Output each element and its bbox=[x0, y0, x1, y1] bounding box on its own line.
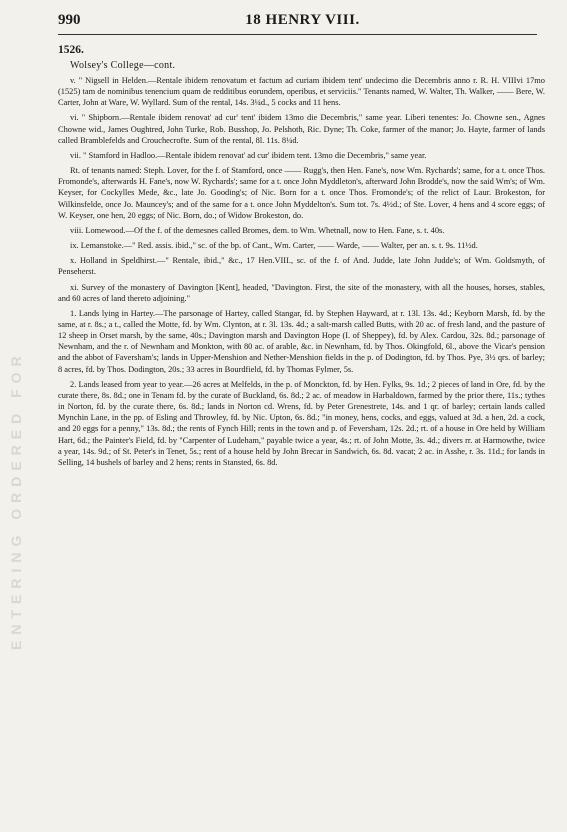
document-body bbox=[58, 75, 545, 472]
section-title: Wolsey's College—cont. bbox=[70, 60, 176, 71]
paragraph-v: v. " Nigsell in Helden.—Rentale ibidem renovatum et factum ad curiam ibidem tent' undecimo die Decembris anno r. R. H. VIIIvi 17mo (1525) tam de nominibus tenencium quam de redditibus eorundem, operibus, et serviciis." Tenants named, W. Walter, Th. Walker, —— Bere, W. Carter, John at Ware, W. Wyllard. Sum of the rental, 14s. 3¼d., 5 cocks and 11 hens. bbox=[58, 76, 545, 108]
paragraph-vi: vi. " Shipborn.—Rentale ibidem renovat' ad cur' tent' ibidem 13mo die Decembris," same year. Liberi tenentes: Jo. Chowne sen., Agnes Chowne wid., James Oughtred, John Turke, Rob. Busshop, Jo. Pelshoth, Ric. Dyne; Th. Coke, farmer of the manor; Jo. Hayte, farmer of lands called Bramblefelds and Crouchecrofte. Sum of the rental, 8l. 11s. 8¼d. bbox=[58, 113, 545, 145]
paragraph-vii-tenants: Rt. of tenants named: Steph. Lover, for the f. of Stamford, once —— Rugg's, then Hen. Fane's, now Wm. Rychards'; same, for a t. once Thos. Fromonde's, afterwards H. Fane's, now W. Rychards'; same for a t. once John Myddleton's, afterward John Brodde's, now the said Wm's; of Wm. Keyser, for Cockylles Mede, &c., late Jo. Gooding's; of Nic. Born for a t. once Thos. Fromonde's; of the relict of Laur. Brokeston, for Wilkinsfelde, once Jo. Mauncey's; and of the same for a t. once John Myddelton's. Sum tot. 7s. 4½d.; of Ste. Lover, 4 hens and 4 score eggs; of W. Keyser, one hen, 20 eggs; of Nic. Born, do.; of Widow Brokeston, do. bbox=[58, 166, 545, 220]
paragraph-xi: xi. Survey of the monastery of Davington [Kent], headed, "Davington. First, the site of the monastery, with all the houses, horses, stables, and 60 acres of land thereto adjoining." bbox=[58, 282, 545, 303]
paragraph-x: x. Holland in Speldhirst.—" Rentale, ibid.," &c., 17 Hen.VIII., sc. of the f. of And. Judde, late John Judde's; of Wm. Goldsmyth, of Penseherst. bbox=[58, 256, 545, 277]
page-number: 990 bbox=[58, 12, 81, 28]
stamp-text: ENTERING ORDERED FOR bbox=[8, 350, 24, 650]
library-stamp-watermark bbox=[8, 220, 32, 650]
paragraph-viii: viii. Lomewood.—Of the f. of the demesnes called Bromes, dem. to Wm. Whetnall, now to Hen. Fane, s. t. 40s. bbox=[70, 225, 445, 235]
paragraph-ix: ix. Lemanstoke.—" Red. assis. ibid.," sc. of the bp. of Cant., Wm. Carter, —— Warde, —— Walter, per an. s. t. 9s. 11½d. bbox=[70, 241, 478, 251]
margin-year: 1526. bbox=[58, 44, 84, 56]
page-header bbox=[58, 12, 547, 30]
running-title: 18 HENRY VIII. bbox=[245, 12, 360, 28]
paragraph-vii: vii. " Stamford in Hadloo.—Rentale ibidem renovat' ad cur' ibidem tent. 13mo die Decembris," same year. bbox=[70, 150, 427, 160]
header-rule bbox=[58, 34, 537, 35]
paragraph-xi-2: 2. Lands leased from year to year.—26 acres at Melfelds, in the p. of Monckton, fd. by Hen. Fylks, 9s. 1d.; 2 pieces of land in Ore, fd. by the curate there, 8s. 8d.; one in Tenam fd. by the curate of Buckland, 6s. 8d.; 2 ac. of meadow in Harbaldown, farmed by the prior there, 11s.; tythes in Norton, fd. by the curate there, 6s. 8d.; lands in Norton cd. Wrens, fd. by Peter Grenestrete, 14s. and 1 qr. of barley; certain lands called Mynchin Lane, in the pp. of Esling and Throwley, fd. by Nic. Upton, 6s. 8d.; "in money, hens, cocks, and eggs, valued at 3d. a hen, 2d. a cock, and 20 eggs for a penny," 13s. 8d.; the rents of Fynch Hill; rents in the town and p. of Feversham, 12s. 2d.; rt. of a house in Ore held by William Hart, 6d.; the Painter's Field, fd. by "Carpenter of Ludeham," payable twice a year, 4s.; rt. of John Motte, 3s. 4d.; divers rr. at Harmowthe, twice a year, 14s. 9d.; of St. Peter's in Tenet, 5s.; rent of a house held by John Brecar in Sandwich, 6s. 8d. vacat; 2 ac. in Asshe, r. 3s. 11d.; for lands in Selling, 14 bushels of barley and 2 hens; rents in Stansted, 6s. 8d. bbox=[58, 379, 545, 467]
paragraph-xi-1: 1. Lands lying in Hartey.—The parsonage of Hartey, called Stangar, fd. by Stephen Hayward, at r. 13l. 13s. 4d.; Keyborn Marsh, fd. by the same, at r. 8s.; a t., called the Motte, fd. by Wm. Clynton, at r. 3l. 13s. 4d.; a salt-marsh called Butts, with 20 ac. of fresh land, and the pasture of 12 sheep in Orset marsh, by the same, 40s.; Davington marsh and Davington Hope (I. of Sheppey), fd. by Alex. Cardou, 32s. 8d.; parsonage of Newnham, and the r. of Newnham and Monkton, with 80 ac. of arable, &c. in Newnham, fd. by Thos. Okingfold, 6l., above the Vicar's pension and the abbot of Faversham's; lands in Upper-Menshion and Nether-Menshion fields in the p. of Dodington, fd. by Thos. Pye, 3½ qrs. of barley; 8 acres, fd. by Thos. Dodington, 20s.; 33 acres in Bourdfield, fd. by Thomas Fylmer, 5s. bbox=[58, 308, 545, 374]
